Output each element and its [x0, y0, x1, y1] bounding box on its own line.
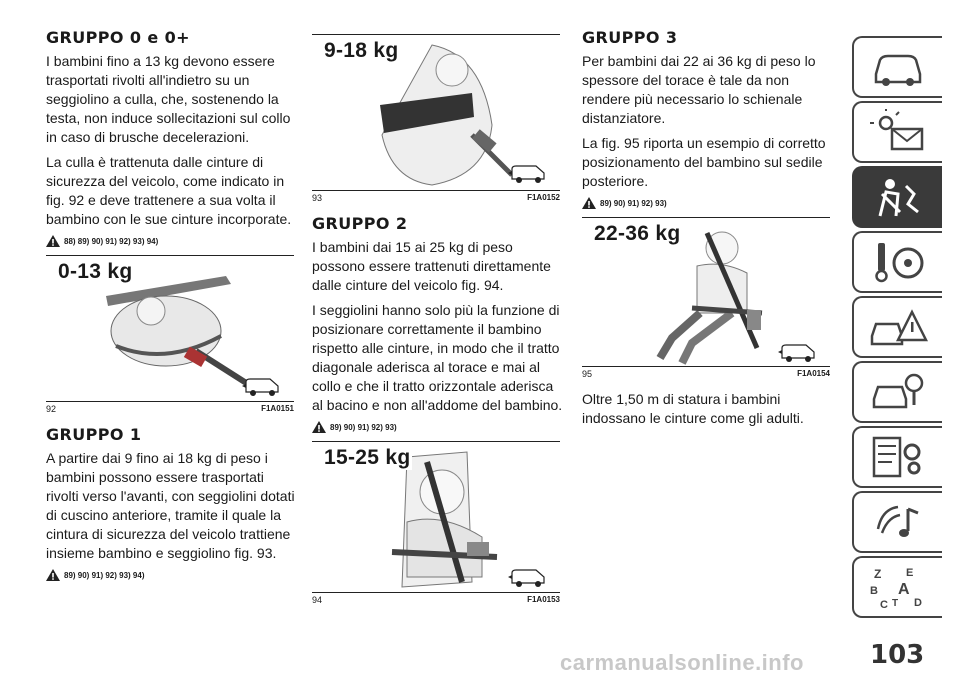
paragraph: Oltre 1,50 m di statura i bambini indossano le cinture come gli adulti.	[582, 391, 804, 426]
svg-text:B: B	[870, 585, 878, 597]
tab-checklist-gears[interactable]	[852, 426, 942, 488]
van-icon	[508, 567, 548, 589]
watermark: carmanualsonline.info	[560, 650, 804, 675]
paragraph: I bambini fino a 13 kg devono essere trasportati rivolti all'indietro su un seggiolino a culla, che, sostenendo la testa, non induce sollecitazioni sul collo in caso di brusche decelerazioni.	[46, 53, 291, 145]
warning-icon	[46, 569, 60, 581]
paragraph: I bambini dai 15 ai 25 kg di peso possono essere trattenuti direttamente dalle cinture del veicolo fig. 94.	[312, 239, 551, 293]
warning-road-icon	[868, 304, 928, 350]
chapter-tabs	[852, 36, 942, 621]
warning-references: 89) 90) 91) 92) 93)	[312, 421, 564, 433]
heading-gruppo-1: GRUPPO 1	[46, 425, 142, 444]
van-icon	[242, 376, 282, 398]
warning-references: 89) 90) 91) 92) 93)	[582, 197, 834, 209]
figure-code: F1A0152	[527, 193, 560, 202]
tab-airbag-seatbelt[interactable]	[852, 166, 942, 228]
figure-93	[312, 34, 560, 204]
figure-code: F1A0151	[261, 404, 294, 413]
dashboard-lights-icon	[868, 109, 928, 155]
figure-code: F1A0153	[527, 595, 560, 604]
warning-icon	[312, 421, 326, 433]
figure-weight-label: 15-25 kg	[324, 446, 411, 469]
van-icon	[508, 163, 548, 185]
paragraph: I seggiolini hanno solo più la funzione di posizionare correttamente il bambino rispetto alle cinture, in modo che il tratto diagonale aderisca al torace e mai al collo e che il tratto orizzontale aderisca al bacino e non all'addome del bambino.	[312, 302, 563, 413]
tab-car[interactable]	[852, 36, 942, 98]
car-icon	[868, 44, 928, 90]
figure-weight-label: 0-13 kg	[58, 260, 133, 283]
car-service-icon	[868, 369, 928, 415]
tab-dashboard-lights[interactable]	[852, 101, 942, 163]
svg-text:Z: Z	[874, 567, 882, 581]
van-icon	[778, 342, 818, 364]
figure-92	[46, 255, 294, 415]
svg-text:A: A	[898, 581, 910, 598]
figure-95	[582, 217, 830, 380]
page-number: 103	[870, 640, 925, 670]
warning-icon	[582, 197, 596, 209]
svg-text:D: D	[914, 597, 922, 609]
figure-94	[312, 441, 560, 606]
warning-references: 88) 89) 90) 91) 92) 93) 94)	[46, 235, 298, 247]
checklist-gears-icon	[868, 434, 928, 480]
figure-number: 92	[46, 404, 57, 414]
paragraph: La fig. 95 riporta un esempio di corretto posizionamento del bambino sul sedile posteriore.	[582, 135, 826, 189]
warning-icon	[46, 235, 60, 247]
column-1	[46, 28, 298, 589]
index-letters-icon	[868, 564, 928, 610]
tab-car-service[interactable]	[852, 361, 942, 423]
figure-weight-label: 22-36 kg	[594, 222, 681, 245]
paragraph: La culla è trattenuta dalle cinture di sicurezza del veicolo, come indicato in fig. 92 e deve trattenere a sua volta il bambino con le sue cinture incorporate.	[46, 154, 292, 227]
figure-weight-label: 9-18 kg	[324, 39, 399, 62]
svg-text:C: C	[880, 599, 888, 610]
figure-number: 95	[582, 369, 593, 379]
figure-code: F1A0154	[797, 369, 830, 378]
column-3	[582, 28, 834, 434]
paragraph: Per bambini dai 22 ai 36 kg di peso lo spessore del torace è tale da non rendere più necessario lo schienale distanziatore.	[582, 53, 816, 126]
warning-references: 89) 90) 91) 92) 93) 94)	[46, 569, 298, 581]
figure-number: 93	[312, 193, 323, 203]
tab-media-music[interactable]	[852, 491, 942, 553]
key-steering-icon	[868, 239, 928, 285]
tab-index[interactable]	[852, 556, 942, 618]
column-2	[312, 28, 564, 616]
figure-number: 94	[312, 595, 323, 605]
paragraph: A partire dai 9 fino ai 18 kg di peso i bambini possono essere trasportati rivolti verso l'avanti, con seggiolini dotati di cuscino anteriore, tramite il quale la cintura di sicurezza del veicolo trattiene insieme bambino e seggiolino fig. 93.	[46, 450, 295, 561]
heading-gruppo-2: GRUPPO 2	[312, 214, 408, 233]
airbag-seatbelt-icon	[868, 174, 928, 220]
tab-key-steering[interactable]	[852, 231, 942, 293]
heading-gruppo-0: GRUPPO 0 e 0+	[46, 28, 190, 47]
heading-gruppo-3: GRUPPO 3	[582, 28, 678, 47]
svg-text:T: T	[892, 598, 899, 609]
media-music-icon	[868, 499, 928, 545]
svg-text:E: E	[906, 567, 914, 579]
tab-warning-road[interactable]	[852, 296, 942, 358]
